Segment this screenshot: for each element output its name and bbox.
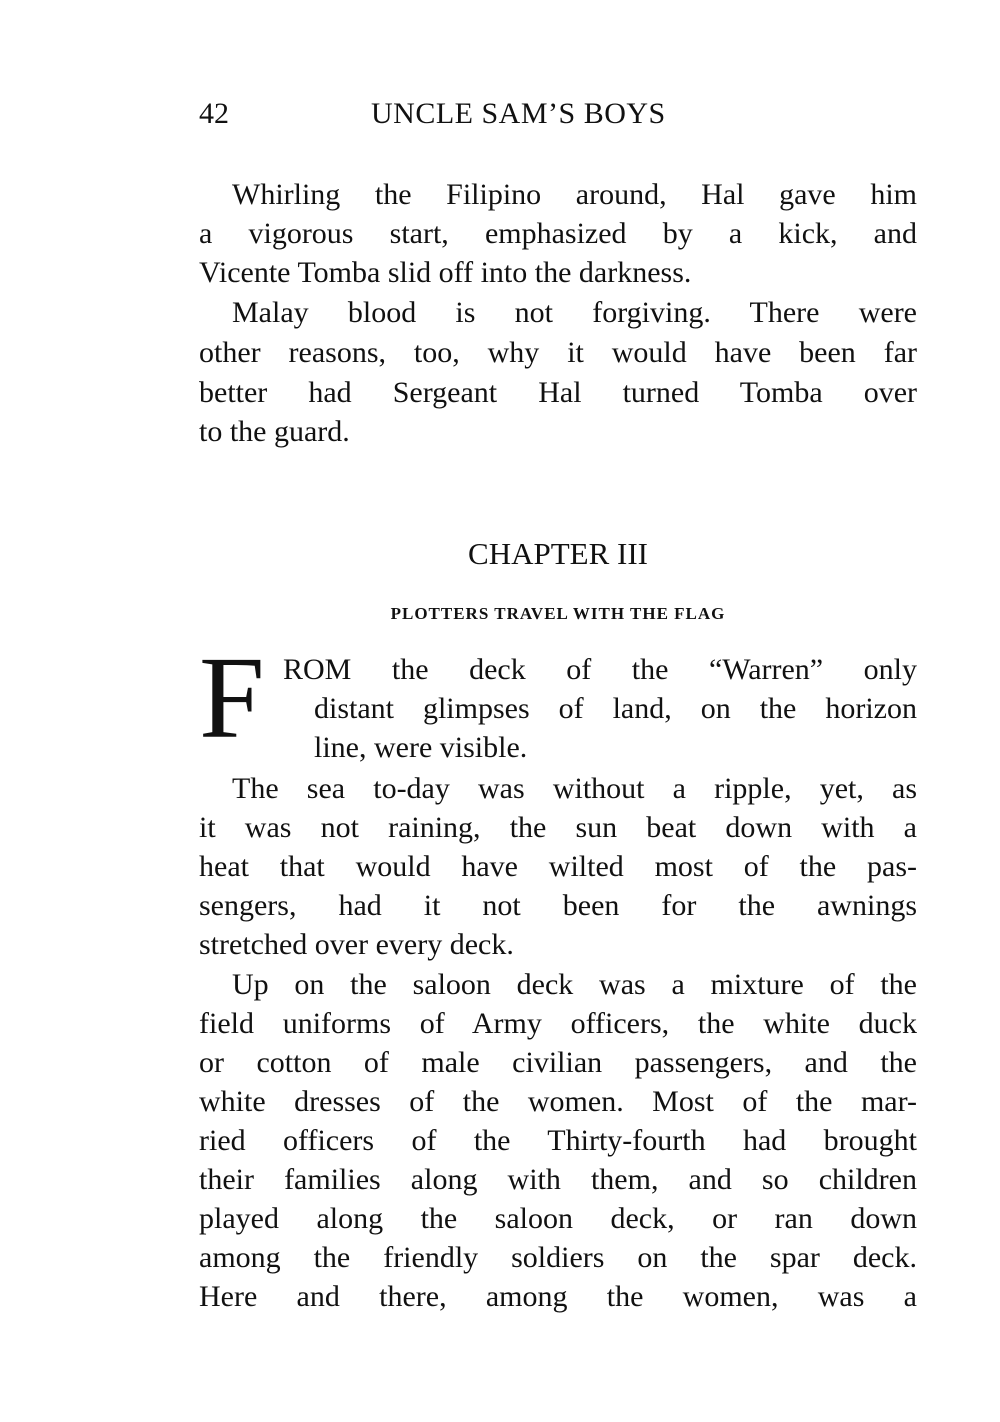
text-line: white dresses of the women. Most of the mar- [199, 1085, 917, 1118]
text-line: played along the saloon deck, or ran down [199, 1202, 917, 1235]
chapter-title: CHAPTER III [468, 536, 648, 571]
drop-cap: F [199, 632, 265, 763]
text-line: their families along with them, and so children [199, 1163, 917, 1196]
text-line: ROM the deck of the “Warren” only [283, 653, 917, 686]
text-line: Here and there, among the women, was a [199, 1280, 917, 1313]
text-line: Malay blood is not forgiving. There were [232, 296, 917, 329]
text-line: distant glimpses of land, on the horizon [314, 692, 917, 725]
text-line: or cotton of male civilian passengers, and the [199, 1046, 917, 1079]
text-line: to the guard. [199, 415, 350, 448]
running-head [199, 92, 919, 136]
text-line: sengers, had it not been for the awnings [199, 889, 917, 922]
text-line: ried officers of the Thirty-fourth had brought [199, 1124, 917, 1157]
chapter-subtitle: PLOTTERS TRAVEL WITH THE FLAG [390, 604, 726, 623]
text-line: better had Sergeant Hal turned Tomba over [199, 376, 917, 409]
text-line: Whirling the Filipino around, Hal gave him [232, 178, 917, 211]
text-line: a vigorous start, emphasized by a kick, and [199, 217, 917, 250]
text-line: other reasons, too, why it would have been far [199, 336, 917, 369]
text-line: among the friendly soldiers on the spar deck. [199, 1241, 917, 1274]
text-line: field uniforms of Army officers, the white duck [199, 1007, 917, 1040]
page-number: 42 [199, 97, 229, 130]
running-title: UNCLE SAM’S BOYS [371, 97, 666, 130]
text-line: The sea to-day was without a ripple, yet, as [232, 772, 917, 805]
text-line: Up on the saloon deck was a mixture of the [232, 968, 917, 1001]
text-line: stretched over every deck. [199, 928, 514, 961]
text-line: it was not raining, the sun beat down with a [199, 811, 917, 844]
text-line: heat that would have wilted most of the pas- [199, 850, 917, 883]
text-line: line, were visible. [314, 731, 528, 764]
text-line: Vicente Tomba slid off into the darkness. [199, 256, 692, 289]
